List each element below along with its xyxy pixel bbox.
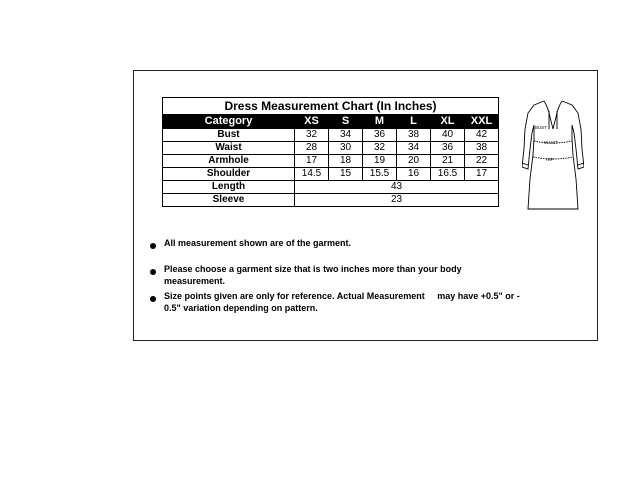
header-category: Category	[163, 115, 295, 129]
table-row	[163, 168, 499, 181]
row-label: Armhole	[163, 155, 295, 168]
table-cell: 28	[295, 142, 329, 155]
bullet-icon	[150, 296, 156, 302]
note-text: 0.5" variation depending on pattern.	[164, 303, 318, 313]
table-cell: 15	[329, 168, 363, 181]
dress-illustration	[522, 99, 584, 211]
header-size-m: M	[363, 115, 397, 129]
note-text: All measurement shown are of the garment.	[164, 238, 352, 248]
table-cell: 42	[465, 129, 499, 142]
table-cell: 36	[431, 142, 465, 155]
header-size-xs: XS	[295, 115, 329, 129]
table-cell: 38	[397, 129, 431, 142]
table-cell: 20	[397, 155, 431, 168]
table-cell: 16.5	[431, 168, 465, 181]
bullet-icon	[150, 269, 156, 275]
table-cell: 38	[465, 142, 499, 155]
row-label: Bust	[163, 129, 295, 142]
row-label: Length	[163, 181, 295, 194]
table-title: Dress Measurement Chart (In Inches)	[163, 98, 499, 115]
table-cell: 23	[295, 194, 499, 207]
table-header-row	[163, 115, 499, 129]
measurement-table	[162, 97, 499, 207]
table-cell: 17	[295, 155, 329, 168]
table-cell: 22	[465, 155, 499, 168]
table-cell: 30	[329, 142, 363, 155]
figure-label-hip: HIP	[546, 157, 554, 162]
bullet-icon	[150, 243, 156, 249]
row-label: Shoulder	[163, 168, 295, 181]
table-cell: 21	[431, 155, 465, 168]
table-row	[163, 129, 499, 142]
row-label: Waist	[163, 142, 295, 155]
table-cell: 18	[329, 155, 363, 168]
table-cell: 32	[295, 129, 329, 142]
header-size-s: S	[329, 115, 363, 129]
table-cell: 34	[329, 129, 363, 142]
note-text: Size points given are only for reference. Actual Measurement may have +0.5" or -	[164, 291, 520, 301]
table-cell: 14.5	[295, 168, 329, 181]
table-row	[163, 142, 499, 155]
table-cell: 32	[363, 142, 397, 155]
table-cell: 43	[295, 181, 499, 194]
header-size-xxl: XXL	[465, 115, 499, 129]
row-label: Sleeve	[163, 194, 295, 207]
table-row	[163, 181, 499, 194]
table-cell: 16	[397, 168, 431, 181]
note-text: Please choose a garment size that is two inches more than your body measurement.	[164, 264, 462, 286]
header-size-l: L	[397, 115, 431, 129]
table-cell: 34	[397, 142, 431, 155]
header-size-xl: XL	[431, 115, 465, 129]
figure-label-waist: WAIST	[544, 140, 559, 145]
table-cell: 19	[363, 155, 397, 168]
table-cell: 36	[363, 129, 397, 142]
figure-label-bust: BUST	[535, 125, 548, 130]
table-cell: 17	[465, 168, 499, 181]
table-cell: 15.5	[363, 168, 397, 181]
table-row	[163, 194, 499, 207]
table-cell: 40	[431, 129, 465, 142]
table-row	[163, 155, 499, 168]
